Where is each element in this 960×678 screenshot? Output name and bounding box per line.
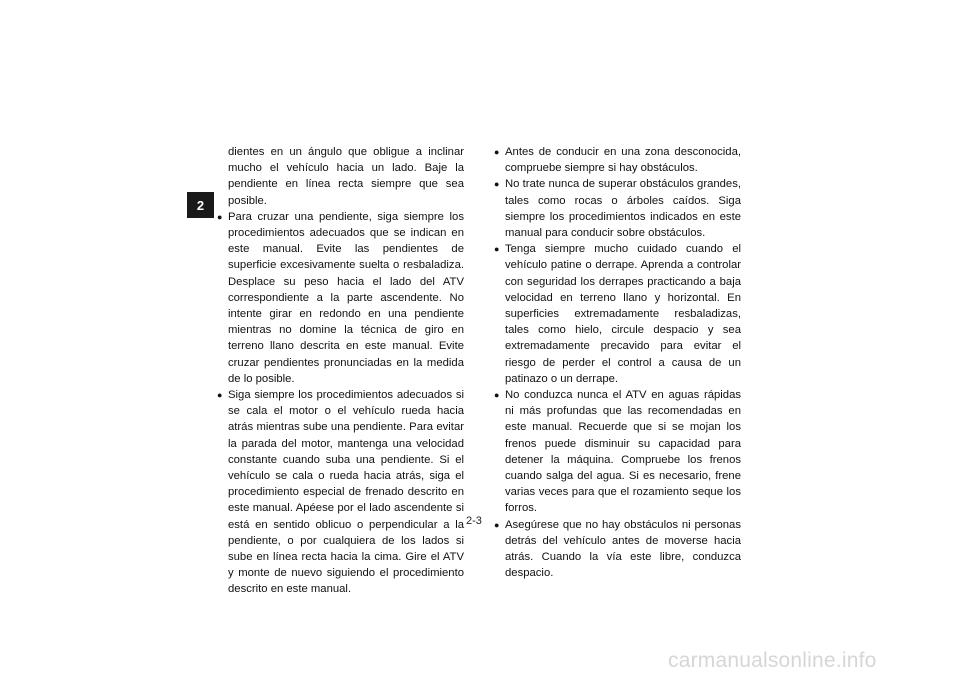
watermark-text: carmanualsonline.info xyxy=(668,649,877,672)
bullet-text: Asegúrese que no hay obstáculos ni personas detrás del vehículo antes de moverse hacia atrás. Cuando la vía este libre, conduzca despacio. xyxy=(505,518,741,580)
bullet-item xyxy=(217,209,464,387)
right-column xyxy=(494,144,741,581)
bullet-icon: ● xyxy=(217,390,223,401)
bullet-text: Tenga siempre mucho cuidado cuando el vehículo patine o derrape. Aprenda a controlar con seguridad los derrapes practicando a baja velocidad en terreno llano y horizontal. En superficies extremadamente resbaladizas, tales como hielo, circule despacio y sea extremadamente precavido para evitar el riesgo de perder el control a causa de un patinazo o un derrape. xyxy=(505,243,741,385)
bullet-icon: ● xyxy=(494,147,500,157)
page-number: 2-3 xyxy=(466,515,482,527)
bullet-icon: ● xyxy=(494,244,500,255)
bullet-item xyxy=(494,176,741,241)
bullet-item xyxy=(494,387,741,517)
bullet-item xyxy=(494,241,741,387)
chapter-tab: 2 xyxy=(187,192,214,218)
bullet-text: Antes de conducir en una zona desconocida, compruebe siempre si hay obstáculos. xyxy=(505,146,741,175)
bullet-item xyxy=(217,387,464,598)
bullet-icon: ● xyxy=(494,390,500,401)
bullet-text: No trate nunca de superar obstáculos grandes, tales como rocas o árboles caídos. Siga siempre los procedimientos indicados en este manual para conducir sobre obstáculos. xyxy=(505,178,741,240)
continuation-paragraph: dientes en un ángulo que obligue a inclinar mucho el vehículo hacia un lado. Baje la pendiente en línea recta siempre que sea posible. xyxy=(228,146,464,207)
bullet-text: Siga siempre los procedimientos adecuados si se cala el motor o el vehículo rueda hacia atrás mientras sube una pendiente. Para evitar la parada del motor, mantenga una velocidad constante cuando suba una pendiente. Si el vehículo se cala o rueda hacia atrás, siga el procedimiento especial de frenado descrito en este manual. Apéese por el lado ascendente si está en sentido oblicuo o perpendicular a la pendiente, o por cualquiera de los lados si sube en línea recta hacia la cima. Gire el ATV y monte de nuevo siguiendo el procedimiento descrito en este manual. xyxy=(228,389,464,596)
bullet-item xyxy=(494,517,741,582)
left-column xyxy=(217,144,464,598)
bullet-item xyxy=(494,144,741,176)
bullet-icon: ● xyxy=(217,211,223,222)
bullet-text: Para cruzar una pendiente, siga siempre los procedimientos adecuados que se indican en este manual. Evite las pendientes de superficie excesivamente suelta o resbaladiza. Desplace su peso hacia el lado del ATV correspondiente a la parte ascendente. No intente girar en redondo en una pendiente mientras no domine la técnica de giro en terreno llano descrita en este manual. Evite cruzar pendientes pronunciadas en la medida de lo posible. xyxy=(228,210,464,385)
bullet-icon: ● xyxy=(494,519,500,530)
bullet-icon: ● xyxy=(494,179,500,190)
bullet-text: No conduzca nunca el ATV en aguas rápidas ni más profundas que las recomendadas en este manual. Recuerde que si se mojan los frenos puede disminuir su capacidad para detener la máquina. Compruebe los frenos cuando salga del agua. Si es necesario, frene varias veces para que el rozamiento seque los forros. xyxy=(505,389,741,515)
